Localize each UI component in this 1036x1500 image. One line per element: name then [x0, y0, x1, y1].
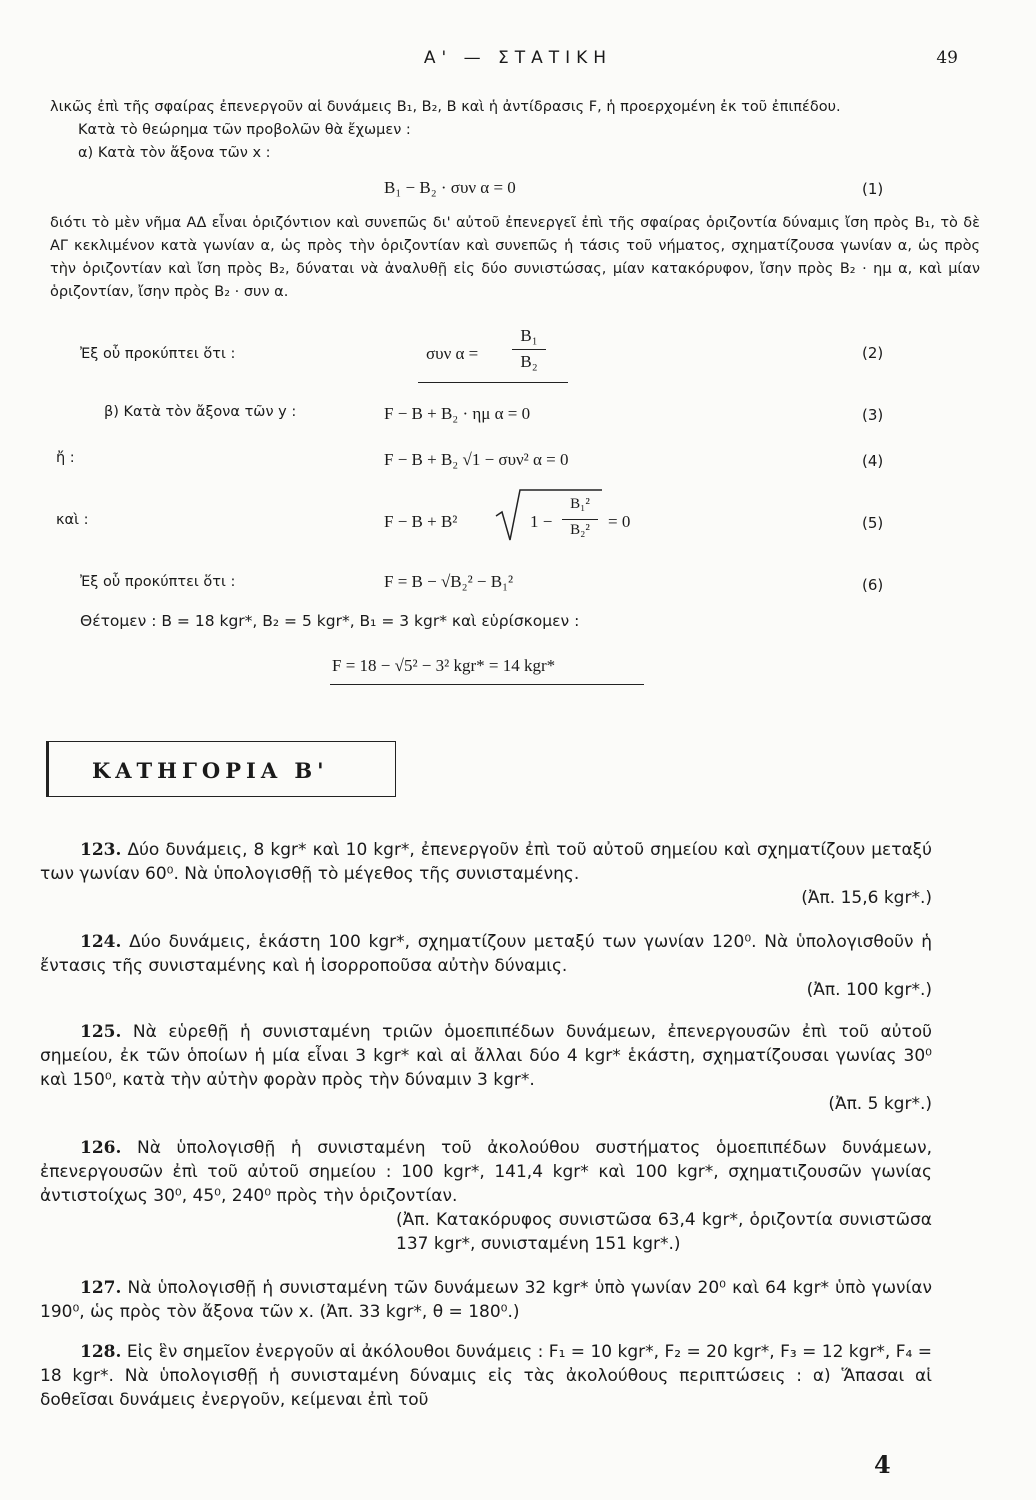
- equation-6: F = B − √B₂² − B₁²: [384, 572, 514, 591]
- problem-124: [40, 930, 932, 1002]
- equation-number: (4): [862, 452, 884, 470]
- equation-label: Ἐξ οὗ προκύπτει ὅτι :: [80, 346, 236, 362]
- equation-2-lhs: συν α =: [426, 344, 479, 363]
- problem-number: 124.: [80, 932, 122, 952]
- running-header: Α' — ΣΤΑΤΙΚΗ: [423, 48, 613, 68]
- equation-4: F − B + B₂ √1 − συν² α = 0: [384, 450, 569, 469]
- fraction-denominator: B₂: [520, 352, 538, 371]
- explanation-paragraph: διότι τὸ μὲν νῆμα ΑΔ εἶναι ὁριζόντιον καὶ συνεπῶς δι' αὐτοῦ ἐπενεργεῖ ἐπὶ τῆς σφαίρας ὁριζοντία δύναμις ἴση πρὸς Β₁, τὸ δὲ ΑΓ κεκλιμένον κατὰ γωνίαν α, ὡς πρὸς τὴν ὁριζοντίαν καὶ συνεπῶς ἡ τάσις τοῦ νήματος, σχηματίζουσα γωνίαν α, ὡς πρὸς τὴν ὁριζοντίαν καὶ ἴση πρὸς Β₂, δύναται νὰ ἀναλυθῇ εἰς δύο συνιστώσας, μίαν κατακόρυφον, ἴσην πρὸς Β₂ · ημ α, καὶ μίαν ὁριζοντίαν, ἴσην πρὸς Β₂ · συν α.: [50, 215, 980, 300]
- equation-5-rhs: = 0: [608, 512, 631, 531]
- problem-text: Νὰ εὑρεθῇ ἡ συνισταμένη τριῶν ὁμοεπιπέδων δυνάμεων, ἐπενεργουσῶν ἐπὶ τοῦ αὐτοῦ σημείου, ἐκ τῶν ὁποίων ἡ μία εἶναι 3 kgr* καὶ αἱ ἄλλαι δύο 4 kgr* ἑκάστη, σχηματίζουσαι γωνίας 30⁰ καὶ 150⁰, κατὰ τὴν αὐτὴν φορὰν πρὸς τὴν δύναμιν 3 kgr*.: [40, 1022, 933, 1090]
- problem-number: 123.: [80, 840, 122, 860]
- equation-label: Ἐξ οὗ προκύπτει ὅτι :: [80, 574, 236, 590]
- problem-127: [40, 1276, 932, 1324]
- given-values: Θέτομεν : B = 18 kgr*, B₂ = 5 kgr*, B₁ = 3 kgr* καὶ εὑρίσκομεν :: [80, 612, 580, 630]
- section-divider: [418, 382, 568, 383]
- problem-number: 127.: [80, 1278, 122, 1298]
- problem-answer: (Ἀπ. 15,6 kgr*.): [801, 888, 932, 908]
- fraction-numerator: B₁: [520, 326, 538, 345]
- equation-3: F − B + B₂ · ημ α = 0: [384, 404, 531, 423]
- category-title: ΚΑΤΗΓΟΡΙΑ Β': [92, 758, 329, 783]
- equation-number: (5): [862, 514, 884, 532]
- problem-128: [40, 1340, 932, 1412]
- equation-number: (3): [862, 406, 884, 424]
- problem-text: Εἰς ἓν σημεῖον ἐνεργοῦν αἱ ἀκόλουθοι δυνάμεις : F₁ = 10 kgr*, F₂ = 20 kgr*, F₃ = 12 kgr*, F₄ = 18 kgr*. Νὰ ὑπολογισθῇ ἡ συνισταμένη δύναμις εἰς τὰς ἀκολούθους περιπτώσεις : α) Ἅπασαι αἱ δοθεῖσαι δυνάμεις ἐνεργοῦν, κείμεναι ἐπὶ τοῦ: [40, 1342, 933, 1410]
- signature-mark: 4: [874, 1450, 891, 1479]
- problem-answer: (Ἀπ. Κατακόρυφος συνιστῶσα 63,4 kgr*, ὁριζοντία συνιστῶσα 137 kgr*, συνισταμένη 151 kgr*.): [396, 1210, 932, 1254]
- fraction-denominator: B₂²: [570, 522, 590, 538]
- intro-line: Κατὰ τὸ θεώρημα τῶν προβολῶν θὰ ἔχωμεν :: [78, 122, 411, 138]
- problem-number: 125.: [80, 1022, 122, 1042]
- problem-text: Δύο δυνάμεις, ἑκάστη 100 kgr*, σχηματίζουν μεταξύ των γωνίαν 120⁰. Νὰ ὑπολογισθοῦν ἡ ἔντασις τῆς συνισταμένης καὶ ἡ ἰσορροποῦσα αὐτὴν δύναμις.: [40, 932, 932, 976]
- equation-number: (1): [862, 180, 884, 198]
- intro-line: α) Κατὰ τὸν ἄξονα τῶν x :: [78, 145, 271, 161]
- problem-answer: (Ἀπ. 100 kgr*.): [806, 980, 932, 1000]
- equation-1: B₁ − B₂ · συν α = 0: [384, 178, 516, 197]
- problem-text: Δύο δυνάμεις, 8 kgr* καὶ 10 kgr*, ἐπενεργοῦν ἐπὶ τοῦ αὐτοῦ σημείου καὶ σχηματίζουν μεταξύ των γωνίαν 60⁰. Νὰ ὑπολογισθῇ τὸ μέγεθος τῆς συνισταμένης.: [40, 840, 932, 884]
- problem-number: 128.: [80, 1342, 122, 1362]
- page-number: 49: [936, 48, 958, 68]
- final-result: F = 18 − √5² − 3² kgr* = 14 kgr*: [332, 656, 556, 675]
- equation-label: ἤ :: [56, 450, 75, 466]
- fraction-bar: [562, 519, 598, 520]
- fraction-numerator: B₁²: [570, 496, 590, 512]
- problem-125: [40, 1020, 932, 1116]
- problem-126: [40, 1136, 932, 1256]
- fraction-bar: [512, 349, 546, 350]
- intro-line: λικῶς ἐπὶ τῆς σφαίρας ἐπενεργοῦν αἱ δυνάμεις Β₁, Β₂, Β καὶ ἡ ἀντίδρασις F, ἡ προερχομένη ἐκ τοῦ ἐπιπέδου.: [50, 99, 841, 115]
- problem-123: [40, 838, 932, 910]
- equation-label: β) Κατὰ τὸν ἄξονα τῶν y :: [104, 404, 297, 420]
- problem-text: Νὰ ὑπολογισθῇ ἡ συνισταμένη τοῦ ἀκολούθου συστήματος ὁμοεπιπέδων δυνάμεων, ἐπενεργουσῶν ἐπὶ τοῦ αὐτοῦ σημείου : 100 kgr*, 141,4 kgr* καὶ 100 kgr*, σχηματιζουσῶν γωνίας ἀντιστοίχως 30⁰, 45⁰, 240⁰ πρὸς τὴν ὁριζοντίαν.: [40, 1138, 933, 1206]
- equation-number: (2): [862, 344, 884, 362]
- problem-text: Νὰ ὑπολογισθῇ ἡ συνισταμένη τῶν δυνάμεων 32 kgr* ὑπὸ γωνίαν 20⁰ καὶ 64 kgr* ὑπὸ γωνίαν 190⁰, ὡς πρὸς τὸν ἄξονα τῶν x. (Ἀπ. 33 kgr*, θ = 180⁰.): [40, 1278, 933, 1322]
- equation-label: καὶ :: [56, 512, 89, 528]
- equation-5-lhs: F − B + B²: [384, 512, 458, 531]
- radical-term: 1 −: [530, 512, 553, 531]
- equation-number: (6): [862, 576, 884, 594]
- problem-answer: (Ἀπ. 5 kgr*.): [828, 1094, 932, 1114]
- result-underline: [330, 684, 644, 685]
- intro-block: [50, 96, 980, 165]
- problem-number: 126.: [80, 1138, 122, 1158]
